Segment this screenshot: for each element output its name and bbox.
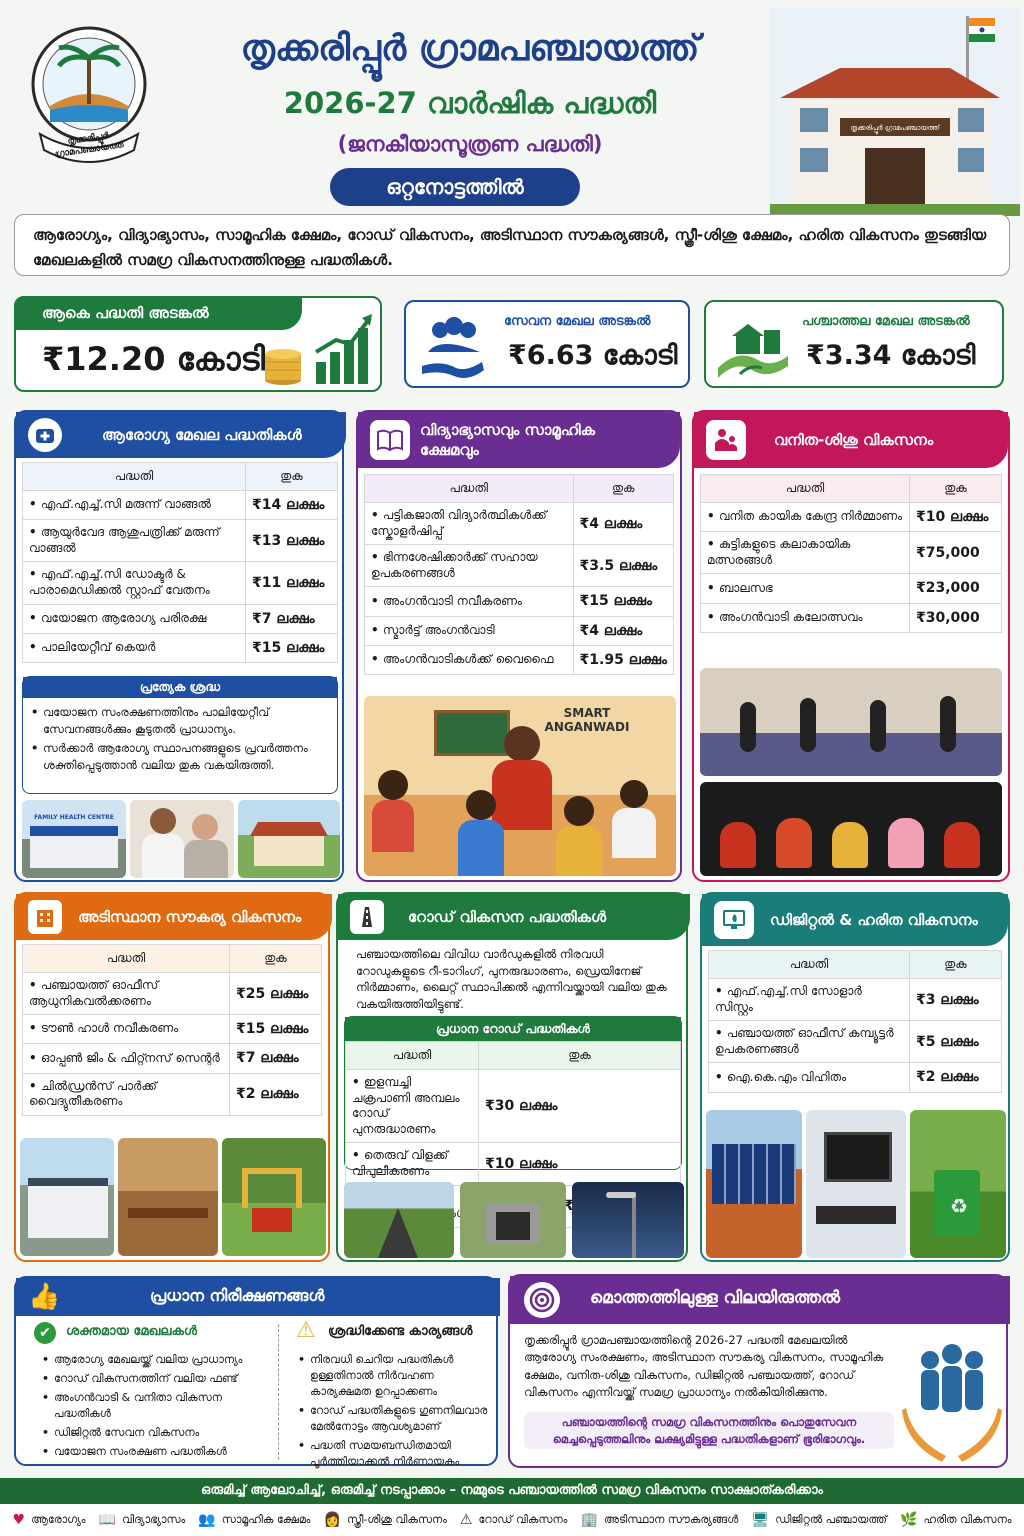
scheme-name: • സ്മാർട്ട് അംഗൻവാടി <box>365 616 574 645</box>
overall-title: മൊത്തത്തിലുള്ള വിലയിരുത്തൽ <box>590 1288 841 1308</box>
scheme-name: • അംഗൻവാടി കലോത്സവം <box>701 603 910 632</box>
infra-card <box>14 892 330 1262</box>
infra-table <box>22 944 322 1116</box>
table-row <box>23 562 338 604</box>
people-icon: 👥 <box>198 1512 216 1528</box>
col-scheme: പദ്ധതി <box>701 475 910 503</box>
infra-title: അടിസ്ഥാന സൗകര്യ വികസനം <box>78 908 302 926</box>
legend-item <box>99 1512 186 1528</box>
building-sign: തൃക്കരിപ്പൂർ ഗ്രാമപഞ്ചായത്ത് <box>850 124 940 132</box>
first-aid-icon <box>28 418 62 452</box>
scheme-amount: ₹23,000 <box>910 574 1002 603</box>
scheme-amount: ₹30,000 <box>910 603 1002 632</box>
scheme-amount: ₹15 ലക്ഷം <box>573 587 673 616</box>
recycle-icon: ♻ <box>950 1194 968 1218</box>
digital-card <box>700 892 1010 1262</box>
note-box <box>22 676 338 794</box>
footer-legend <box>0 1504 1024 1536</box>
list-item: • സർക്കാർ ആരോഗ്യ സ്ഥാപനങ്ങളുടെ പ്രവർത്തനം ശക്തിപ്പെടുത്താൻ വലിയ തുക വകയിരുത്തി. <box>31 740 329 773</box>
list-item: • വയോജന സംരക്ഷണ പദ്ധതികൾ <box>42 1444 272 1460</box>
overall-card <box>508 1274 1008 1468</box>
stat-total <box>14 296 382 392</box>
list-item: • റോഡ് പദ്ധതികളുടെ ഗുണനിലവാര മേൽനോട്ടം ആവശ്യമാണ് <box>298 1403 494 1435</box>
scheme-amount: ₹4 ലക്ഷം <box>573 503 673 545</box>
legend-label: സ്ത്രീ-ശിശു വികസനം <box>346 1513 447 1526</box>
education-title: വിദ്യാഭ്യാസവും സാമൂഹിക ക്ഷേമവും <box>420 420 595 459</box>
scheme-name: • ആയുർവേദ ആശുപത്രിക്ക് മരുന്ന് വാങ്ങൽ <box>23 520 246 562</box>
table-row <box>23 1073 322 1115</box>
computer-icon: 🖥 <box>751 1512 770 1528</box>
scheme-amount: ₹10 ലക്ഷം <box>479 1143 681 1185</box>
scheme-amount: ₹75,000 <box>910 532 1002 574</box>
photo-drainage <box>460 1182 566 1258</box>
photo-childrens-park <box>222 1138 326 1256</box>
table-row <box>23 633 338 662</box>
photo-street-light <box>572 1182 684 1258</box>
table-row <box>365 545 674 587</box>
observations-card <box>14 1276 498 1466</box>
leaf-icon: 🌿 <box>900 1512 918 1528</box>
thumbs-up-icon: 👍 <box>28 1282 61 1312</box>
table-row <box>701 603 1002 632</box>
scheme-amount: ₹3.5 ലക്ഷം <box>573 545 673 587</box>
computer-leaf-icon <box>714 901 754 939</box>
strong-title: ശക്തമായ മേഖലകൾ <box>66 1324 197 1339</box>
education-table <box>364 474 674 675</box>
photo-kids-dance <box>700 782 1002 876</box>
book-icon <box>370 420 410 460</box>
page-title: തൃക്കരിപ്പൂർ ഗ്രാമപഞ്ചായത്ത് <box>240 28 700 69</box>
stat-infra-value: ₹3.34 കോടി <box>806 340 976 371</box>
scheme-name: • ഓപ്പൺ ജിം & ഫിറ്റ്നസ് സെന്റർ <box>23 1044 230 1073</box>
table-row <box>701 532 1002 574</box>
scheme-name: • വയോജന ആരോഗ്യ പരിരക്ഷ <box>23 604 246 633</box>
scheme-amount: ₹1.95 ലക്ഷം <box>573 645 673 674</box>
photo-town-hall <box>118 1138 218 1256</box>
list-item: • അംഗൻവാടി & വനിതാ വികസന പദ്ധതികൾ <box>42 1390 272 1422</box>
book-icon: 📖 <box>98 1512 117 1528</box>
scheme-amount: ₹2 ലക്ഷം <box>910 1063 1002 1092</box>
intro-box: ആരോഗ്യം, വിദ്യാഭ്യാസം, സാമൂഹിക ക്ഷേമം, റോഡ് വികസനം, അടിസ്ഥാന സൗകര്യങ്ങൾ, സ്ത്രീ-ശിശു ക്ഷേമം, ഹരിത വികസനം തുടങ്ങിയ മേഖലകളിൽ സമഗ്ര വികസനത്തിനുള്ള പദ്ധതികൾ. <box>14 214 1010 276</box>
list-item: • റോഡ് വികസനത്തിന് വലിയ ഫണ്ട് <box>42 1371 272 1387</box>
table-row <box>23 1044 322 1073</box>
scheme-amount: ₹11 ലക്ഷം <box>246 562 338 604</box>
stat-infra <box>704 300 1004 388</box>
table-row <box>709 1063 1002 1092</box>
table-row <box>23 604 338 633</box>
scheme-name: • എഫ്.എച്ച്.സി സോളാർ സിസ്റ്റം <box>709 979 910 1021</box>
scheme-amount: ₹4 ലക്ഷം <box>573 616 673 645</box>
page-subtitle: 2026-27 വാർഷിക പദ്ധതി <box>283 86 657 120</box>
overall-text: തൃക്കരിപ്പൂർ ഗ്രാമപഞ്ചായത്തിന്റെ 2026-27 പദ്ധതി മേഖലയിൽ ആരോഗ്യ സംരക്ഷണം, അടിസ്ഥാന സൗകര്യ വികസനം, സാമൂഹിക ക്ഷേമം, വനിത-ശിശു വികസനം, ഡിജിറ്റൽ പഞ്ചായത്ത്, റോഡ് വികസനം എന്നിവയ്ക്ക് സമഗ്ര പ്രാധാന്യം നൽകിയിരിക്കുന്നു. <box>524 1333 884 1399</box>
legend-label: ഹരിത വികസനം <box>923 1513 1012 1526</box>
building-icon: 🏢 <box>580 1512 598 1528</box>
helping-hand-icon <box>420 316 486 378</box>
photo-computer <box>806 1110 906 1258</box>
road-sub-box <box>344 1016 682 1178</box>
stat-service <box>404 300 690 388</box>
table-row <box>23 1015 322 1044</box>
col-amount: തുക <box>230 945 322 973</box>
scheme-amount: ₹10 ലക്ഷം <box>910 503 1002 532</box>
mother-child-icon <box>706 420 746 460</box>
photo-solar-panels <box>706 1110 802 1258</box>
photo-health-centre <box>22 800 126 878</box>
table-row <box>365 503 674 545</box>
legend-label: വിദ്യാഭ്യാസം <box>122 1513 186 1526</box>
legend-item <box>13 1512 86 1528</box>
scheme-name: • അംഗൻവാടികൾക്ക് വൈഫൈ <box>365 645 574 674</box>
footer-slogan: ഒരുമിച്ച് ആലോചിച്ച്, ഒരുമിച്ച് നടപ്പാക്കാം – നമ്മുടെ പഞ്ചായത്തിൽ സമഗ്ര വികസനം സാക്ഷാത്കരിക്കാം <box>0 1478 1024 1504</box>
logo-text: തൃക്കരിപ്പൂർ ഗ്രാമപഞ്ചായത്ത് <box>54 131 126 160</box>
road-sign-icon: ⚠ <box>459 1512 473 1528</box>
road-title: റോഡ് വികസന പദ്ധതികൾ <box>408 908 607 926</box>
scheme-name: • ഭിന്നശേഷിക്കാർക്ക് സഹായ ഉപകരണങ്ങൾ <box>365 545 574 587</box>
legend-item <box>900 1512 1011 1528</box>
legend-label: ആരോഗ്യം <box>31 1513 86 1526</box>
women-table <box>700 474 1002 633</box>
scheme-amount: ₹3 ലക്ഷം <box>910 979 1002 1021</box>
woman-child-icon: 👩 <box>323 1512 341 1528</box>
col-amount: തുക <box>910 475 1002 503</box>
table-row <box>701 574 1002 603</box>
stat-total-value: ₹12.20 കോടി <box>42 340 265 378</box>
col-scheme: പദ്ധതി <box>365 475 574 503</box>
scheme-name: • പഞ്ചായത്ത് ഓഫീസ് കമ്പ്യൂട്ടർ ഉപകരണങ്ങൾ <box>709 1021 910 1063</box>
building-icon <box>28 900 62 934</box>
scheme-amount: ₹2 ലക്ഷം <box>230 1073 322 1115</box>
col-amount: തുക <box>246 463 338 491</box>
scheme-name: • തെരുവ് വിളക്ക് വിപുലീകരണം <box>346 1143 479 1185</box>
smart-anganwadi-sign: SMART ANGANWADI <box>544 706 630 734</box>
photo-road <box>344 1182 454 1258</box>
photo-women-gym <box>700 668 1002 776</box>
table-row <box>23 973 322 1015</box>
landscape-icon <box>718 316 788 378</box>
women-card <box>692 410 1010 882</box>
col-amount: തുക <box>573 475 673 503</box>
growth-chart-icon <box>314 312 376 386</box>
table-row <box>365 587 674 616</box>
warning-icon: ⚠ <box>296 1318 316 1343</box>
scheme-name: • അംഗൻവാടി നവീകരണം <box>365 587 574 616</box>
photo-panchayat-office <box>20 1138 114 1256</box>
scheme-amount: ₹14 ലക്ഷം <box>246 491 338 520</box>
list-item: • ആരോഗ്യ മേഖലയ്ക്ക് വലിയ പ്രാധാന്യം <box>42 1352 272 1368</box>
legend-item <box>751 1512 887 1528</box>
scheme-amount: ₹13 ലക്ഷം <box>246 520 338 562</box>
legend-label: സാമൂഹിക ക്ഷേമം <box>221 1513 311 1526</box>
col-scheme: പദ്ധതി <box>23 945 230 973</box>
legend-label: ഡിജിറ്റൽ പഞ്ചായത്ത് <box>775 1513 888 1526</box>
scheme-name: • ഐ.കെ.എം വിഹിതം <box>709 1063 910 1092</box>
target-icon <box>524 1282 560 1318</box>
attention-title: ശ്രദ്ധിക്കേണ്ട കാര്യങ്ങൾ <box>328 1324 473 1339</box>
scheme-name: • കുട്ടികളുടെ കലാകായിക മത്സരങ്ങൾ <box>701 532 910 574</box>
table-row <box>365 645 674 674</box>
col-scheme: പദ്ധതി <box>346 1042 479 1070</box>
photo-green-park <box>910 1110 1006 1258</box>
scheme-amount: ₹15 ലക്ഷം <box>246 633 338 662</box>
coins-icon <box>258 340 308 386</box>
table-row <box>23 491 338 520</box>
table-row <box>365 616 674 645</box>
photo-smart-anganwadi <box>364 696 676 876</box>
scheme-name: • ബാലസഭ <box>701 574 910 603</box>
scheme-amount: ₹7 ലക്ഷം <box>230 1044 322 1073</box>
stat-service-label: സേവന മേഖല അടങ്കൽ <box>504 314 651 329</box>
page-subtitle-2: (ജനകീയാസൂത്രണ പദ്ധതി) <box>337 132 603 156</box>
scheme-amount: ₹7 ലക്ഷം <box>246 604 338 633</box>
list-item: • നിരവധി ചെറിയ പദ്ധതികൾ ഉള്ളതിനാൽ നിർവഹണ കാര്യക്ഷമത ഉറപ്പാക്കണം <box>298 1352 494 1400</box>
legend-item <box>460 1512 567 1528</box>
overall-highlight: പഞ്ചായത്തിന്റെ സമഗ്ര വികസനത്തിനും പൊതുസേവന മെച്ചപ്പെടുത്തലിനും ലക്ഷ്യമിട്ടുള്ള പദ്ധതികളാണ് ഭൂരിഭാഗവും. <box>524 1412 894 1449</box>
legend-item <box>580 1512 738 1528</box>
road-card <box>336 892 688 1262</box>
table-row <box>346 1143 681 1185</box>
women-title: വനിത-ശിശു വികസനം <box>774 431 934 449</box>
scheme-name: • ഇളമ്പച്ചി ചക്രപാണി അമ്പലം റോഡ് പുനരുദ്ധാരണം <box>346 1070 479 1143</box>
table-row <box>23 520 338 562</box>
scheme-name: • പഞ്ചായത്ത് ഓഫീസ് ആധുനികവൽക്കരണം <box>23 973 230 1015</box>
table-row <box>346 1070 681 1143</box>
panchayat-building <box>770 8 1020 216</box>
stat-infra-label: പശ്ചാത്തല മേഖല അടങ്കൽ <box>802 314 970 329</box>
education-card <box>356 410 682 882</box>
logo <box>30 22 148 174</box>
scheme-name: • എഫ്.എച്ച്.സി മരുന്ന് വാങ്ങൽ <box>23 491 246 520</box>
attention-list <box>298 1352 494 1473</box>
legend-item <box>198 1512 310 1528</box>
photo-elderly-care <box>130 800 234 878</box>
stat-total-label: ആകെ പദ്ധതി അടങ്കൽ <box>14 296 302 330</box>
note-title: പ്രത്യേക ശ്രദ്ധ <box>23 677 337 698</box>
road-sub-title: പ്രധാന റോഡ് പദ്ധതികൾ <box>345 1017 681 1041</box>
legend-label: റോഡ് വികസനം <box>478 1513 568 1526</box>
scheme-amount: ₹15 ലക്ഷം <box>230 1015 322 1044</box>
col-scheme: പദ്ധതി <box>23 463 246 491</box>
digital-table <box>708 950 1002 1093</box>
legend-item <box>323 1512 446 1528</box>
legend-label: അടിസ്ഥാന സൗകര്യങ്ങൾ <box>603 1513 739 1526</box>
col-scheme: പദ്ധതി <box>709 951 910 979</box>
health-card <box>14 410 344 882</box>
community-hands-icon <box>904 1338 1000 1462</box>
table-row <box>709 979 1002 1021</box>
observations-title: പ്രധാന നിരീക്ഷണങ്ങൾ <box>150 1286 325 1305</box>
note-list <box>23 698 337 783</box>
heart-icon: ♥ <box>12 1512 26 1528</box>
list-item: • പദ്ധതി സമയബന്ധിതമായി പൂർത്തിയാക്കൽ നിർണായകം <box>298 1438 494 1470</box>
table-row <box>709 1021 1002 1063</box>
strong-list <box>42 1352 272 1463</box>
health-table <box>22 462 338 663</box>
col-amount: തുക <box>910 951 1002 979</box>
scheme-name: • വനിത കായിക കേന്ദ്ര നിർമ്മാണം <box>701 503 910 532</box>
overview-badge: ഒറ്റനോട്ടത്തിൽ <box>330 168 580 206</box>
scheme-name: • ചിൽഡ്രൻസ് പാർക്ക് വൈദ്യുതീകരണം <box>23 1073 230 1115</box>
check-icon: ✔ <box>34 1322 56 1344</box>
scheme-amount: ₹25 ലക്ഷം <box>230 973 322 1015</box>
list-item: • വയോജന സംരക്ഷണത്തിനും പാലിയേറ്റീവ് സേവനങ്ങൾക്കും കൂടുതൽ പ്രാധാന്യം. <box>31 704 329 737</box>
list-item: • ഡിജിറ്റൽ സേവന വികസനം <box>42 1425 272 1441</box>
stat-service-value: ₹6.63 കോടി <box>508 340 678 371</box>
road-desc: പഞ്ചായത്തിലെ വിവിധ വാർഡുകളിൽ നിരവധി റോഡുകളുടെ റീ-ടാറിംഗ്, പുനരുദ്ധാരണം, ഡ്രെയിനേജ് നിർമ്മാണം, ലൈറ്റ് സ്ഥാപിക്കൽ എന്നിവയ്ക്കായി വലിയ തുക വകയിരുത്തിയിട്ടുണ്ട്. <box>356 947 667 1012</box>
road-icon <box>350 900 384 934</box>
digital-title: ഡിജിറ്റൽ & ഹരിത വികസനം <box>770 911 978 929</box>
scheme-name: • ടൗൺ ഹാൾ നവീകരണം <box>23 1015 230 1044</box>
table-row <box>701 503 1002 532</box>
scheme-name: • പട്ടികജാതി വിദ്യാർത്ഥികൾക്ക് സ്കോളർഷിപ്പ് <box>365 503 574 545</box>
health-centre-sign: FAMILY HEALTH CENTRE <box>34 814 114 821</box>
photo-ayurveda-hospital <box>238 800 340 878</box>
scheme-name: • എഫ്.എച്ച്.സി ഡോക്ടർ & പാരാമെഡിക്കൽ സ്റ്റാഫ് വേതനം <box>23 562 246 604</box>
health-title: ആരോഗ്യ മേഖല പദ്ധതികൾ <box>102 426 302 444</box>
scheme-amount: ₹30 ലക്ഷം <box>479 1070 681 1143</box>
col-amount: തുക <box>479 1042 681 1070</box>
scheme-name: • പാലിയേറ്റീവ് കെയർ <box>23 633 246 662</box>
scheme-amount: ₹5 ലക്ഷം <box>910 1021 1002 1063</box>
